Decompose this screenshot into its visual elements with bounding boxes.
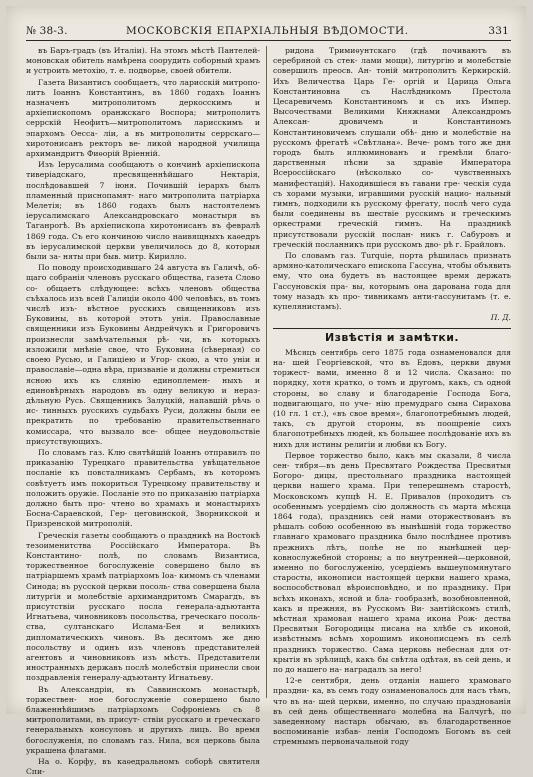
paragraph: Газета Византисъ сообщаетъ, что ларисскій митропо- литъ Іоаннъ Константинъ, въ 1860 годахъ Іоаннъ назначенъ митрополитомъ деркосскимъ и архіепископомъ оранжскаго Воспора; митрополитъ серрскій Неофитъ—митрополитомъ ларисскимъ и эпархомъ Оесса- ліи, а въ митрополиты серрскаго—хиротонисанъ ректоръ ве- ликой народной училища архимандритъ Фиѳорій Вріенній. bbox=[26, 77, 260, 159]
journal-title: МОСКОВСКІЯ ЕПАРХІАЛЬНЫЯ ВѢДОМОСТИ. bbox=[126, 25, 409, 37]
right-column bbox=[273, 46, 511, 747]
paragraph: По поводу происходившаго 24 августа въ Галичѣ, об- щаго собранія членовъ русскаго общества, газета Слово со- общаетъ слѣдующее: всѣхъ членовъ общества съѣхалось изъ всей Галиціи около 400 человѣкъ, въ томъ числѣ изъ- вѣстное русскихъ священниковъ изъ Буковины, въ которой этотъ унія. Православные священники изъ Буковины Андрейчукъ и Григоровичъ произнесли замѣчательныя рѣ- чи, въ которыхъ изложили мнѣніе свое, что Буковина (сѣверная) со своею Русью, и Галиціею и Угор- скою, а что уніи и православіе—одна вѣра, призваніе и должны стремиться ясною ихъ къ слянію единоплемен- ныхъ и единовѣрныхъ народовъ въ одну великую и нераз- дѣльную Русь. Священникъ Залуцкій, напавшій рѣчь о ис- тинныхъ русскихъ судьбахъ Руси, должны были ее прекратить по требованію правительственнаго комиссара, что вызвало все- общее неудовольствіе присутствующихъ. bbox=[26, 263, 260, 446]
paragraph: По словамъ газ. Turquie, порта рѣшилась признать армяно-католическаго епископа Гассуна, чтобы объявить ему, что она будетъ въ настоящее время держать Гассуновскія пра- вы, которымъ она дарована года для тому назадъ къ про- тивникамъ анти-гассунитамъ (т. е. купелянистамъ). bbox=[273, 251, 511, 312]
page-number: 331 bbox=[488, 25, 509, 37]
column-divider bbox=[266, 46, 267, 698]
paragraph: Въ Александріи, въ Саввинскомъ монастырѣ, торжествен- ное богослуженіе совершено было блаженнѣйшимъ патріархомъ Софроніемъ съ 8 митрополитами, въ присут- ствіи русскаго и греческаго генеральныхъ консуловъ и другихъ лицъ. Во время богослуженія, по словамъ газ. Нила, вся церковь была украшена флагами. bbox=[26, 684, 260, 755]
newspaper-page bbox=[6, 6, 526, 777]
paragraph: На о. Корфу, въ каѳедральномъ соборѣ святителя Спи- bbox=[26, 757, 260, 777]
paragraph: Первое торжество было, какъ мы сказали, 8 числа сен- тября—въ день Пресвятаго Рождества Пресвятыя Богоро- дицы, престольнаго праздника настоящей церкви нашего храма. При теперешнемъ старостѣ, Московскомъ купцѣ Н. Е. Привалов (проходитъ съ особеннымъ усердіемъ сію должность съ марта мѣсяца 1864 года), праздникъ сей нами оторжествованъ въ рѣшалъ собою особенною въ нынѣшній года торжество главнаго храмоваго праздника было послѣднее противъ прежнихъ лѣтъ, полѣе не по нынѣшней цер- ковнослужебной стороны; а по внутренней—церковной, именно по богослуженію, усердіемъ вышеупомянутаго старосты, иконописи настоящей церкви нашего храма, воспособствовал вѣроисповѣдно, и по празднику. При всѣхъ иконахъ, ясной и бла- гообразнѣ, возобновленной, какъ и прежняя, въ Русскомъ Ви- зантійскомъ стилѣ, мѣстная храмовая нашего храма икона Рож- дества Пресвятыя Богородицы писана на хлѣбе съ иконой, извѣстнымъ всѣмъ хорошимъ иконописцемъ въ селѣ праздникъ торжество. Сама церковь небесная для от- крытія въ зрѣлищѣ, какъ бы свѣтла одѣтая, въ сей день, и по до нашего на- наградалъ за него! bbox=[273, 450, 511, 674]
issue-number: № 38-3. bbox=[26, 25, 68, 37]
page-header bbox=[26, 24, 511, 40]
paragraph: Мѣсяцъ сентябрь сего 1875 года ознаменовался для на- шей Георгіевской, что въ Едовъ, церкви двумя торжест- вами, именно 8 и 12 числа. Сказано: по порядку, хотя кратко, о томъ и другомъ, какъ, съ одной стороны, во славу и благодареніе Господа Бога, подвигающаго, по уче- нію премудраго сына Сирахова (10 гл. 1 ст.), «въ свое время», благопотребнымъ людей, такъ, съ другой стороны, въ поощреніе сихъ благопотребныхъ людей, къ большее послѣдованіе ихъ въ нихъ для истины религіи и любви къ Богу. bbox=[273, 347, 511, 449]
section-title: Извѣстія и замѣтки. bbox=[325, 331, 459, 345]
author-signature: П. Д. bbox=[490, 313, 511, 323]
header-rule bbox=[26, 40, 511, 41]
paragraph: Греческія газеты сообщаютъ о праздникѣ на Востокѣ тезоименитства Россійскаго Императора. Въ Константино- полѣ, по словамъ Византиса, торжественное богослуженіе совершено было въ патріаршемъ храмѣ патріархомъ Іоа- кимомъ съ членами Синода; въ русской церкви посоль- ства совершена была литургія и молебствіе архимандритомъ Смарагдъ, въ присутствіи русскаго посла генерала-адъютанта Игнатьева, чиновниковъ посольства, греческаго посоль- ства, султанскаго Ислама-Бея и великихъ дипломатическихъ чиновъ. Въ десятомъ же дню посольству и одинъ изъ членовъ представителей агентовъ и чиновниковъ изъ мѣстъ. Представители иностранныхъ державъ послѣ молебствія принесли свои поздравленія генералу-адъютанту Игнатьеву. bbox=[26, 530, 260, 683]
paragraph: ридона Тримиѳунтскаго (гдѣ почиваютъ въ серебряной съ стек- лами мощи), литургію и молебствіе совершилъ преосв. Ан- тоній митрополитъ Керкирскій. Ихъ Величества Царь Ге- оргій и Царица Ольга Константиновна съ Наслѣдникомъ Престола Цесаревичемъ Константиномъ и съ ихъ Импер. Высочествами Великими Княжнами Александромъ Алексан- дровичемъ и Константиномъ Константиновичемъ слушали обѣ- дню и молебствіе на русскомъ фрегатѣ «Свѣтлана». Вече- ромъ того же дня городъ былъ иллюминованъ и гремѣли благо- дарственныя пѣсни за здравіе Императора Всероссійскаго (нѣсколько со- чувственныхъ манифестацій). Находившіеся въ гавани гре- ческія суда съ хорами музыки, игравшими русскій нацио- нальный гимнъ, подходили къ русскому фрегату, послѣ чего суда были соединены въ шествіе русскимъ и греческимъ оркестрами греческій гимнъ. На праздникѣ присутствовали русскій послан- никъ г. Сабуровъ и греческій посланникъ при русскомъ дво- рѣ г. Брайловъ. bbox=[273, 46, 511, 249]
left-column bbox=[26, 46, 260, 777]
paragraph: 12-е сентября, день отданія нашего храмоваго праздни- ка, въ семъ году ознаменовалось для насъ тѣмъ, что въ на- шей церкви, именно, по случаю празднованія въ сей день общественнаго молебна на Балчугѣ, по заведенному настарь обычаю, въ благодарственное воспоминаніе избав- ленія Господомъ Богомъ въ сей стремнымъ первоначальной году bbox=[273, 676, 511, 747]
section-rule bbox=[273, 328, 511, 329]
paragraph: По словамъ газ. Клю святѣйшій Іоаннъ отправилъ по приказанію Турецкаго правительства увѣщательное посланіе къ повсталникамъ Сербамъ, въ которомъ совѣтуетъ имъ покориться Турецкому правительству и положить оружіе. Посланіе это по приказанію патріарха должно быть про- чтено во храмахъ и монастыряхъ Босна-Сараевской, Гер- цеговинской, Зворникской и Призренской митрополій. bbox=[26, 447, 260, 529]
paragraph: въ Баръ-градъ (въ Италіи). На этомъ мѣстѣ Пантелей- моновская обитель намѣрена соорудить соборный храмъ и устроить метохію, т. е. подворье, своей обители. bbox=[26, 46, 260, 76]
paragraph: Изъ Іерусалима сообщаютъ о кончинѣ архіепископа тиверіадскаго, пресвященнѣйшаго Нектарія, послѣдовавшей 7 іюня. Почившій іерархъ былъ пламенный приснопамят- наго митрополита патріарха Мелетія; въ 1860 годахъ былъ настоятелемъ іерусалимскаго Александровскаго монастыря въ Таганрогѣ. Въ архіепископа хиротонисанъ въ февралѣ 1869 года. Съ его кончиною число наивящныхъ каѳедръ въ іерусалимской церкви увеличилось до 8, которыя были за- няты при быв. митр. Кирилло. bbox=[26, 160, 260, 262]
